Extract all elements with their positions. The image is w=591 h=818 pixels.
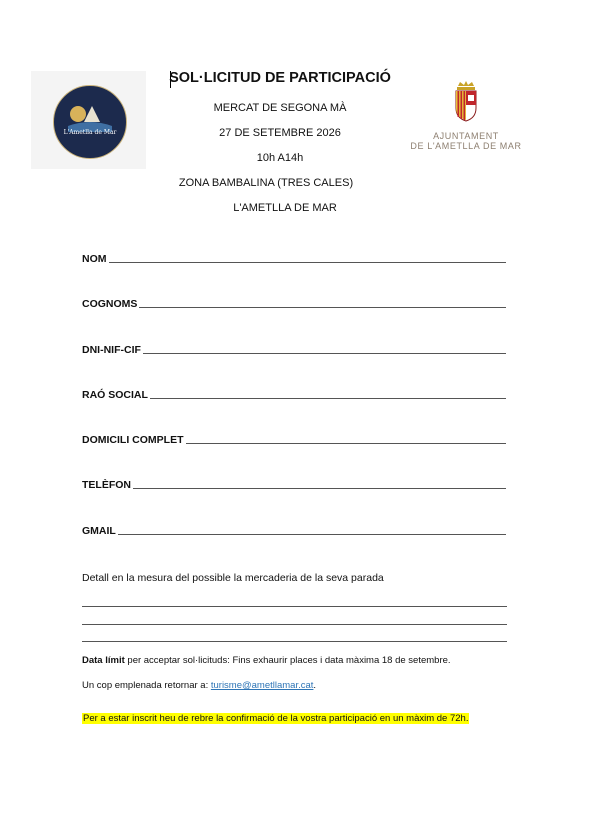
ajuntament-logo [410,80,522,151]
fill-line[interactable] [143,353,506,354]
field-domicili[interactable] [82,432,506,446]
return-email-link[interactable]: turisme@ametllamar.cat [210,680,314,691]
header-line-zone: ZONA BAMBALINA (TRES CALES) [178,177,354,189]
field-rao-social[interactable] [82,387,506,401]
deadline-rest: per acceptar sol·licituds: Fins exhaurir places i data màxima 18 de setembre. [124,655,451,666]
logo-text: L'Ametlla de Mar [63,129,117,136]
ajuntament-line1: AJUNTAMENT [433,131,499,141]
logo-art-icon [54,86,126,158]
fill-line[interactable] [109,262,507,263]
fill-line[interactable] [186,443,507,444]
confirmation-notice: Per a estar inscrit heu de rebre la confirmació de la vostra participació en un màxim de 72h. [83,713,469,724]
header-line-market: MERCAT DE SEGONA MÀ [213,102,347,114]
return-end: . [313,680,317,691]
ametlla-logo [31,71,146,169]
field-label: NOM [82,253,107,265]
header-line-hours: 10h A14h [256,152,304,164]
deadline-bold: Data límit [82,655,125,666]
detail-line-3[interactable] [82,641,507,642]
deadline-text [82,655,451,666]
field-label: RAÓ SOCIAL [82,389,148,401]
fill-line[interactable] [118,534,506,535]
field-label: GMAIL [82,525,116,537]
logo-emblem [53,85,127,159]
detail-label: Detall en la mesura del possible la mercaderia de la seva parada [82,572,384,584]
header-line-date: 27 DE SETEMBRE 2026 [219,127,341,139]
return-label: Un cop emplenada retornar a: [82,680,211,691]
fill-line[interactable] [150,398,506,399]
field-gmail[interactable] [82,523,506,537]
field-label: COGNOMS [82,298,138,310]
field-cognoms[interactable] [82,296,506,310]
field-label: DOMICILI COMPLET [82,434,184,446]
page-title: SOL·LICITUD DE PARTICIPACIÓ [169,70,391,86]
field-dni[interactable] [82,342,506,356]
field-label: DNI-NIF-CIF [82,344,141,356]
field-label: TELÈFON [82,479,131,491]
return-text [82,680,316,691]
header-line-town: L'AMETLLA DE MAR [233,202,337,214]
ajuntament-line2: DE L'AMETLLA DE MAR [410,141,522,151]
fill-line[interactable] [139,307,506,308]
fill-line[interactable] [133,488,506,489]
detail-line-1[interactable] [82,606,507,607]
detail-line-2[interactable] [82,624,507,625]
coat-of-arms-icon [451,80,481,122]
field-nom[interactable] [82,251,506,265]
field-telefon[interactable] [82,477,506,491]
